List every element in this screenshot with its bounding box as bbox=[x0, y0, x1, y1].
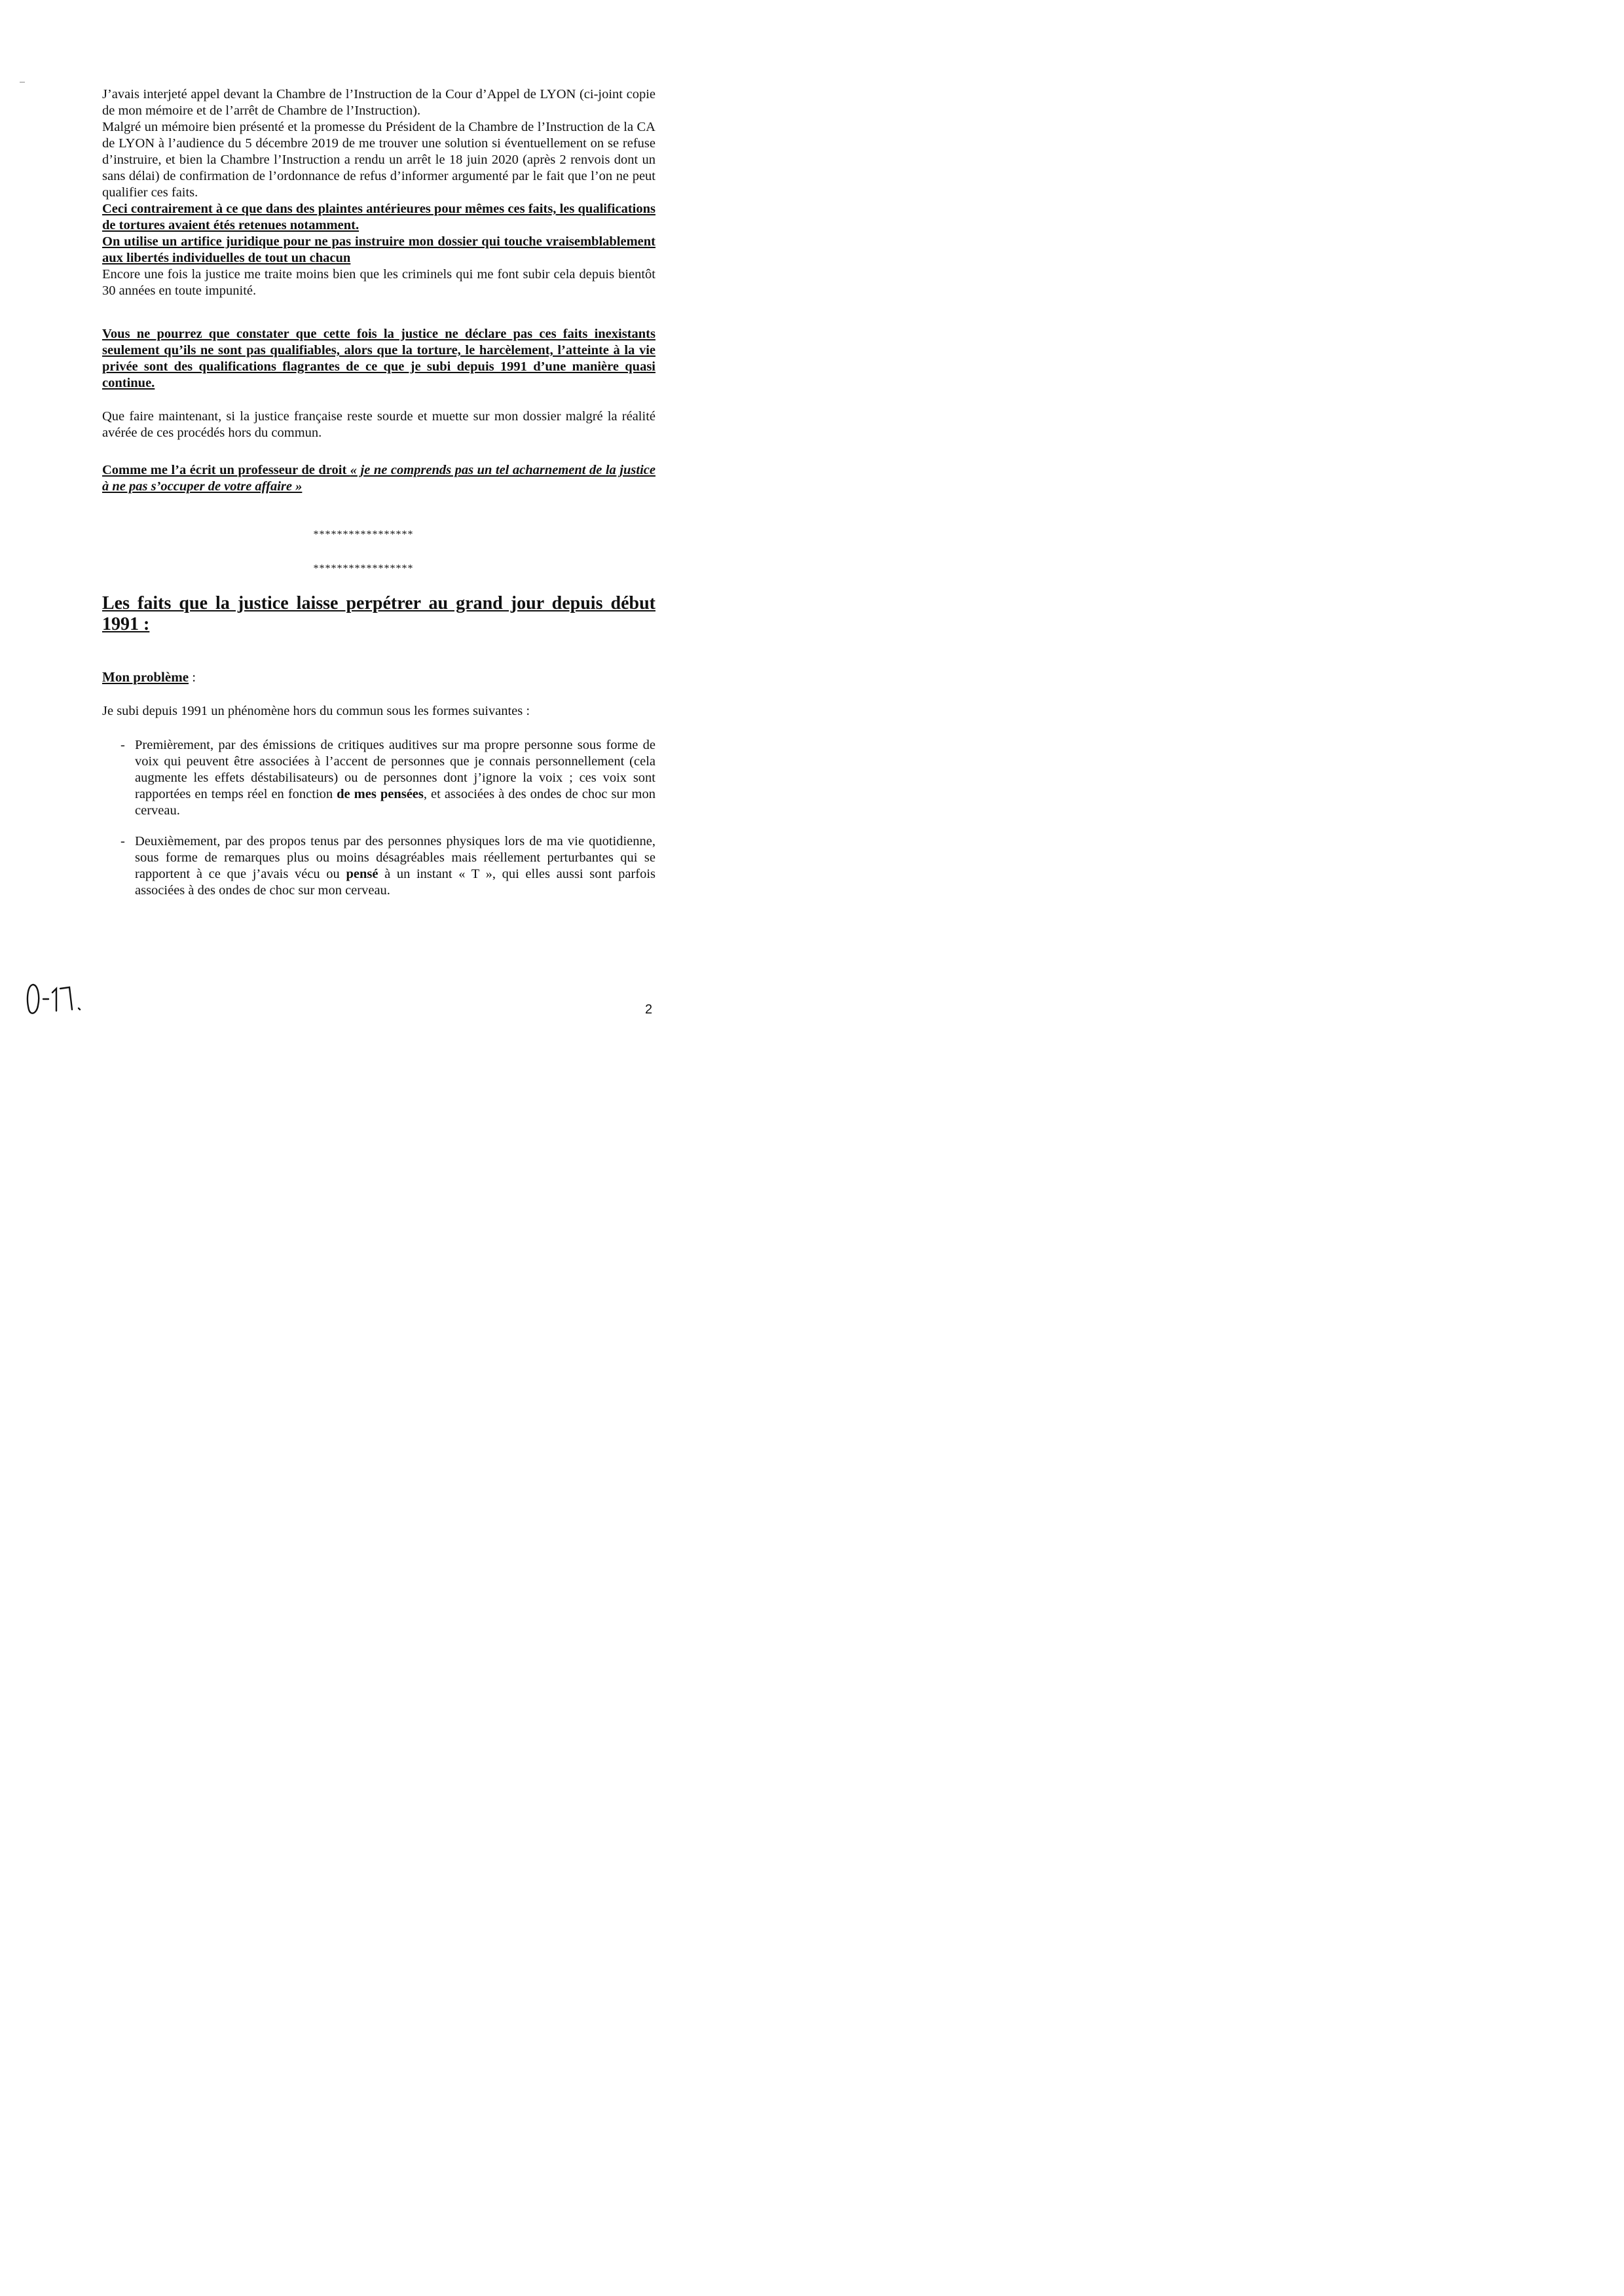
intro-line: Je subi depuis 1991 un phénomène hors du commun sous les formes suivantes : bbox=[102, 704, 530, 718]
intro-block bbox=[102, 703, 655, 720]
page-number: 2 bbox=[645, 1002, 653, 1017]
paragraph-artifice: On utilise un artifice juridique pour ne pas instruire mon dossier qui touche vraisemblablement aux libertés individuelles de tout un chacun bbox=[102, 234, 655, 265]
bullet-dash: - bbox=[120, 738, 125, 752]
quote-prefix: Comme me l’a écrit un professeur de droit bbox=[102, 463, 350, 477]
bullet-list bbox=[102, 737, 655, 899]
subheading-suffix: : bbox=[189, 669, 196, 685]
section-heading-suffix: : bbox=[139, 614, 150, 634]
paragraph-constater: Vous ne pourrez que constater que cette fois la justice ne déclare pas ces faits inexistants seulement qu’ils ne sont pas qualifiables, alors que la torture, le harcèlement, l’atteinte à la vie privée sont des qualifications flagrantes de ce que je subi depuis 1991 d’une manière quasi continue. bbox=[102, 327, 655, 390]
bullet-text-after: , et associées à des ondes de choc sur mon cerveau. bbox=[135, 787, 655, 818]
document-page bbox=[0, 0, 727, 1028]
paragraph-que-faire: Que faire maintenant, si la justice française reste sourde et muette sur mon dossier malgré la réalité avérée de ces procédés hors du commun. bbox=[102, 409, 655, 440]
bullet-text-bold: de mes pensées bbox=[337, 787, 424, 801]
paragraph-appeal: J’avais interjeté appel devant la Chambre de l’Instruction de la Cour d’Appel de LYON (ci-joint copie de mon mémoire et de l’arrêt de Chambre de l’Instruction). bbox=[102, 87, 655, 118]
list-item bbox=[102, 833, 655, 899]
section-heading bbox=[102, 593, 655, 635]
paragraph-encore: Encore une fois la justice me traite moins bien que les criminels qui me font subir cela depuis bientôt 30 années en toute impunité. bbox=[102, 267, 655, 298]
body-top bbox=[102, 86, 655, 299]
handwritten-annotation-icon bbox=[24, 979, 89, 1019]
subheading-text: Mon problème bbox=[102, 669, 189, 685]
bullet-list-block bbox=[102, 737, 655, 913]
section-heading-text: Les faits que la justice laisse perpétrer au grand jour depuis début 1991 bbox=[102, 593, 655, 634]
bullet-text-bold: pensé bbox=[346, 867, 378, 881]
bullet-text-before: Deuxièmement, par des propos tenus par des personnes physiques lors de ma vie quotidienne, sous forme de remarques plus ou moins désagréables mais réellement perturbantes qui se rapportent à ce que j’avais vécu ou bbox=[135, 834, 655, 881]
subheading-block bbox=[102, 669, 655, 685]
body-que-faire bbox=[102, 409, 655, 441]
bullet-text-after: à un instant « T », qui elles aussi sont parfois associées à des ondes de choc sur mon cerveau. bbox=[135, 867, 655, 898]
section-heading-block bbox=[102, 593, 655, 635]
paragraph-qualifications: Ceci contrairement à ce que dans des plaintes antérieures pour mêmes ces faits, les qualifications de tortures avaient étés retenues notamment. bbox=[102, 202, 655, 232]
separator-stars-2: ***************** bbox=[313, 563, 414, 574]
body-middle bbox=[102, 326, 655, 392]
bullet-dash: - bbox=[120, 834, 125, 848]
subheading bbox=[102, 669, 655, 685]
quote-text: « je ne comprends pas un tel acharnement de la justice à ne pas s’occuper de votre affaire » bbox=[102, 463, 655, 494]
body-quote bbox=[102, 462, 655, 495]
separator-stars-1: ***************** bbox=[313, 529, 414, 540]
bullet-text-before: Premièrement, par des émissions de critiques auditives sur ma propre personne sous forme de voix qui peuvent être associées à l’accent de personnes que je connais personnellement (cela augmente les effets déstabilisateurs) ou de personnes dont j’ignore la voix ; ces voix sont rapportées en temps réel en fonction bbox=[135, 738, 655, 801]
list-item bbox=[102, 737, 655, 819]
paragraph-memoire: Malgré un mémoire bien présenté et la promesse du Président de la Chambre de l’Instruction de la CA de LYON à l’audience du 5 décembre 2019 de me trouver une solution si éventuellement on se refuse d’instruire, et bien la Chambre l’Instruction a rendu un arrêt le 18 juin 2020 (après 2 renvois dont un sans délai) de confirmation de l’ordonnance de refus d’informer argumenté par le fait que l’on ne peut qualifier ces faits. bbox=[102, 120, 655, 200]
paragraph-professeur bbox=[102, 462, 655, 495]
